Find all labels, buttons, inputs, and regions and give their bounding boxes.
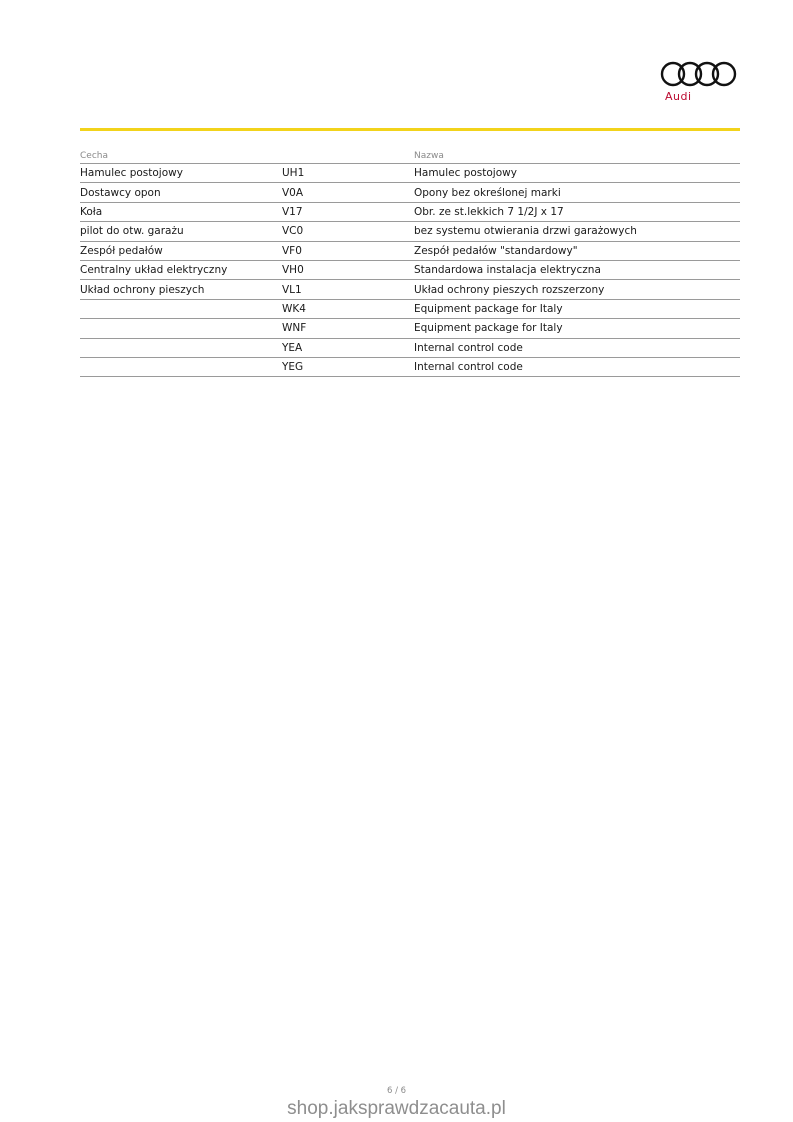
cell-code: YEG: [282, 357, 414, 376]
header-feature: Cecha: [80, 144, 282, 164]
cell-name: Opony bez określonej marki: [414, 183, 740, 202]
cell-name: Układ ochrony pieszych rozszerzony: [414, 280, 740, 299]
table-header-row: [80, 144, 740, 164]
table-row: [80, 164, 740, 183]
cell-code: V17: [282, 202, 414, 221]
table-row: [80, 260, 740, 279]
header-code: [282, 144, 414, 164]
cell-code: WNF: [282, 319, 414, 338]
table-row: [80, 183, 740, 202]
cell-name: Standardowa instalacja elektryczna: [414, 260, 740, 279]
cell-name: Hamulec postojowy: [414, 164, 740, 183]
cell-feature: Centralny układ elektryczny: [80, 260, 282, 279]
cell-name: bez systemu otwierania drzwi garażowych: [414, 222, 740, 241]
cell-name: Zespół pedałów "standardowy": [414, 241, 740, 260]
cell-name: Equipment package for Italy: [414, 319, 740, 338]
cell-code: WK4: [282, 299, 414, 318]
watermark-text: shop.jaksprawdzacauta.pl: [287, 1098, 506, 1119]
header-name: Nazwa: [414, 144, 740, 164]
spec-table: [80, 144, 740, 377]
table-row: [80, 222, 740, 241]
cell-feature: pilot do otw. garażu: [80, 222, 282, 241]
rings-icon: [660, 60, 738, 90]
cell-code: VH0: [282, 260, 414, 279]
cell-name: Internal control code: [414, 357, 740, 376]
cell-code: VL1: [282, 280, 414, 299]
cell-name: Obr. ze st.lekkich 7 1/2J x 17: [414, 202, 740, 221]
cell-code: V0A: [282, 183, 414, 202]
cell-feature: Koła: [80, 202, 282, 221]
cell-name: Internal control code: [414, 338, 740, 357]
cell-code: VF0: [282, 241, 414, 260]
cell-feature: Układ ochrony pieszych: [80, 280, 282, 299]
cell-feature: Dostawcy opon: [80, 183, 282, 202]
table-row: [80, 280, 740, 299]
cell-feature: [80, 319, 282, 338]
cell-code: VC0: [282, 222, 414, 241]
table-row: [80, 338, 740, 357]
cell-name: Equipment package for Italy: [414, 299, 740, 318]
cell-feature: [80, 357, 282, 376]
cell-feature: [80, 338, 282, 357]
cell-feature: [80, 299, 282, 318]
accent-rule: [80, 128, 740, 131]
cell-feature: Zespół pedałów: [80, 241, 282, 260]
cell-feature: Hamulec postojowy: [80, 164, 282, 183]
table-row: [80, 319, 740, 338]
table-row: [80, 357, 740, 376]
cell-code: UH1: [282, 164, 414, 183]
table-row: [80, 299, 740, 318]
logo-text: Audi: [665, 90, 692, 103]
cell-code: YEA: [282, 338, 414, 357]
page-number: 6 / 6: [386, 1086, 407, 1096]
table-row: [80, 241, 740, 260]
table-row: [80, 202, 740, 221]
